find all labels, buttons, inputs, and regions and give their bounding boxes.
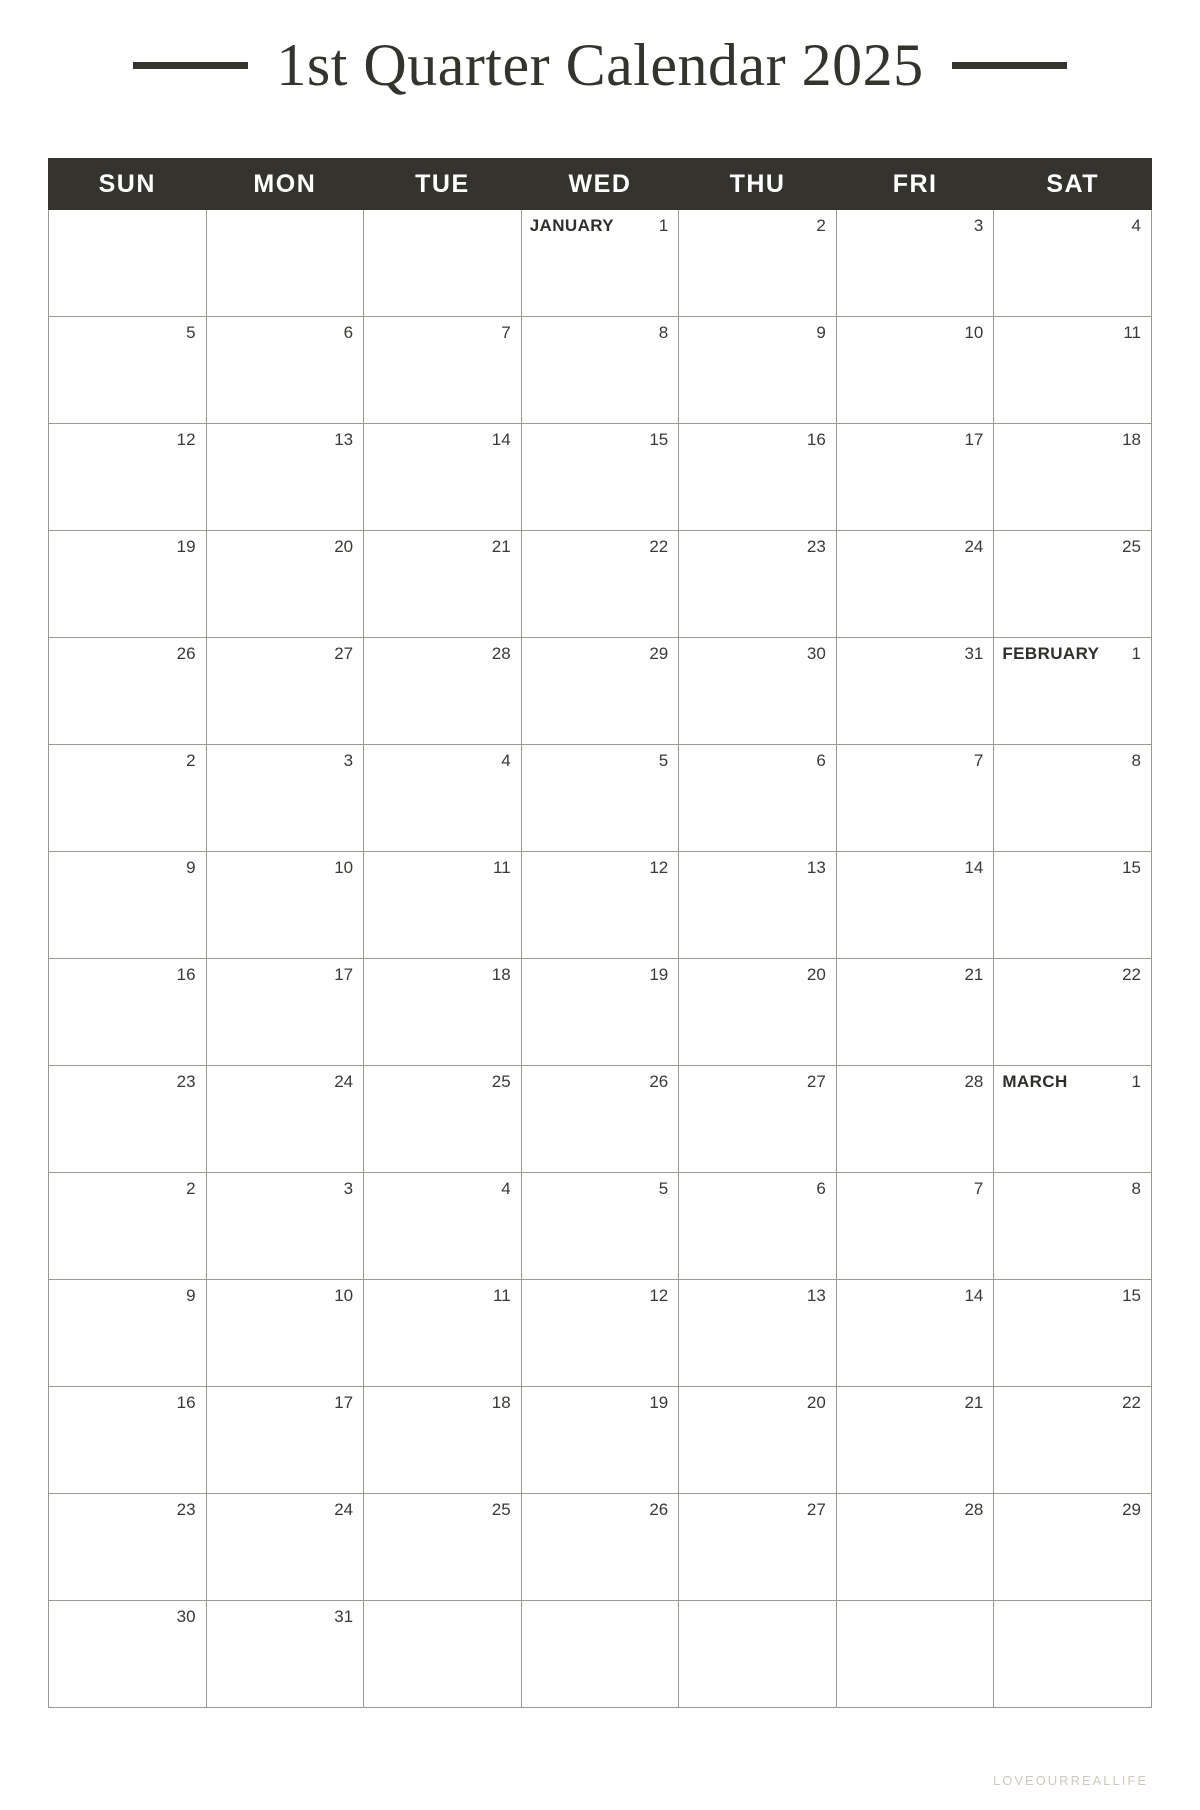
calendar-day-cell[interactable]	[994, 424, 1152, 531]
day-number: 22	[1122, 965, 1141, 984]
day-number: 4	[501, 751, 511, 770]
page-title: 1st Quarter Calendar 2025	[276, 31, 924, 98]
calendar-day-cell[interactable]	[679, 424, 837, 531]
day-number: 18	[491, 1393, 511, 1412]
calendar-day-cell[interactable]	[836, 1280, 994, 1387]
calendar-day-cell[interactable]	[206, 852, 364, 959]
calendar-day-cell[interactable]	[836, 531, 994, 638]
day-number: 14	[491, 430, 511, 449]
calendar-day-cell[interactable]	[49, 1173, 207, 1280]
calendar-day-cell[interactable]	[364, 745, 522, 852]
day-number: 24	[334, 1500, 354, 1519]
calendar-day-cell[interactable]	[364, 210, 522, 317]
weekday-header-fri: FRI	[836, 159, 994, 210]
calendar-day-cell[interactable]	[364, 1494, 522, 1601]
calendar-day-cell[interactable]	[206, 959, 364, 1066]
calendar-day-cell[interactable]	[206, 424, 364, 531]
day-number: 16	[176, 965, 196, 984]
calendar-day-cell[interactable]	[206, 638, 364, 745]
day-number: 3	[343, 1179, 354, 1198]
calendar-week-row	[49, 1387, 1152, 1494]
day-number: 15	[1122, 858, 1141, 877]
page-title-row	[0, 10, 1200, 120]
calendar-day-cell[interactable]	[521, 1173, 679, 1280]
day-number: 6	[343, 323, 354, 342]
calendar-week-row	[49, 745, 1152, 852]
day-number: 25	[1122, 537, 1141, 556]
day-number: 26	[649, 1500, 669, 1519]
calendar-day-cell[interactable]	[836, 1494, 994, 1601]
day-number: 24	[334, 1072, 354, 1091]
day-number: 5	[658, 1179, 669, 1198]
calendar-day-cell[interactable]	[49, 424, 207, 531]
weekday-header-sun: SUN	[49, 159, 207, 210]
calendar-day-cell[interactable]	[521, 852, 679, 959]
title-rule-left	[133, 62, 248, 69]
calendar-week-row	[49, 531, 1152, 638]
calendar-day-cell[interactable]	[836, 210, 994, 317]
calendar-day-cell[interactable]	[994, 1173, 1152, 1280]
calendar-week-row	[49, 317, 1152, 424]
day-number: 29	[1122, 1500, 1141, 1519]
day-number: 27	[806, 1500, 826, 1519]
calendar-day-cell[interactable]	[994, 852, 1152, 959]
calendar-day-cell[interactable]	[679, 1280, 837, 1387]
day-number: 20	[806, 1393, 826, 1412]
calendar-body	[49, 210, 1152, 1708]
day-number: 10	[964, 323, 984, 342]
day-number: 31	[964, 644, 984, 663]
day-number: 3	[973, 216, 984, 235]
calendar-week-row	[49, 1601, 1152, 1708]
day-number: 1	[658, 216, 669, 235]
day-number: 25	[491, 1072, 511, 1091]
calendar-day-cell[interactable]	[994, 210, 1152, 317]
calendar-day-cell[interactable]	[49, 638, 207, 745]
calendar-day-cell[interactable]	[521, 1387, 679, 1494]
day-number: 28	[964, 1500, 984, 1519]
calendar-day-cell[interactable]	[49, 1601, 207, 1708]
day-number: 27	[334, 644, 354, 663]
calendar-day-cell[interactable]	[521, 317, 679, 424]
day-number: 11	[493, 1286, 511, 1305]
calendar-day-cell[interactable]	[994, 638, 1152, 745]
calendar-day-cell[interactable]	[836, 852, 994, 959]
day-number: 16	[176, 1393, 196, 1412]
day-number: 13	[806, 858, 826, 877]
calendar-week-row	[49, 852, 1152, 959]
calendar-day-cell[interactable]	[836, 317, 994, 424]
day-number: 9	[186, 858, 196, 877]
calendar-day-cell[interactable]	[521, 210, 679, 317]
calendar-day-cell[interactable]	[679, 210, 837, 317]
calendar-day-cell[interactable]	[206, 1601, 364, 1708]
day-number: 30	[806, 644, 826, 663]
weekday-header-mon: MON	[206, 159, 364, 210]
calendar-day-cell[interactable]	[836, 959, 994, 1066]
day-number: 8	[1131, 1179, 1141, 1198]
day-number: 27	[806, 1072, 826, 1091]
day-number: 10	[334, 1286, 354, 1305]
day-number: 22	[1122, 1393, 1141, 1412]
watermark: LOVEOURREALLIFE	[993, 1773, 1148, 1788]
month-label: MARCH	[1002, 1072, 1068, 1091]
calendar-day-cell[interactable]	[679, 638, 837, 745]
day-number: 2	[816, 216, 826, 235]
day-number: 20	[806, 965, 826, 984]
day-number: 5	[658, 751, 669, 770]
calendar-page	[0, 10, 1200, 1810]
calendar-day-cell[interactable]	[364, 1280, 522, 1387]
day-number: 21	[964, 965, 984, 984]
day-number: 18	[1122, 430, 1141, 449]
calendar-day-cell[interactable]	[836, 1066, 994, 1173]
day-number: 10	[334, 858, 354, 877]
calendar-day-cell[interactable]	[521, 1066, 679, 1173]
calendar-day-cell[interactable]	[521, 959, 679, 1066]
day-number: 19	[649, 1393, 669, 1412]
day-number: 6	[816, 1179, 826, 1198]
calendar-week-row	[49, 210, 1152, 317]
day-number: 17	[334, 1393, 354, 1412]
calendar-day-cell[interactable]	[521, 424, 679, 531]
day-number: 28	[491, 644, 511, 663]
calendar-day-cell[interactable]	[49, 959, 207, 1066]
calendar-day-cell[interactable]	[364, 959, 522, 1066]
day-number: 16	[806, 430, 826, 449]
weekday-header-sat: SAT	[994, 159, 1152, 210]
calendar-day-cell[interactable]	[206, 317, 364, 424]
day-number: 4	[1131, 216, 1141, 235]
calendar-table	[48, 158, 1152, 1708]
calendar-week-row	[49, 1494, 1152, 1601]
calendar-day-cell[interactable]	[521, 638, 679, 745]
calendar-day-cell[interactable]	[679, 1387, 837, 1494]
day-number: 30	[176, 1607, 196, 1626]
calendar-header-row	[49, 159, 1152, 210]
day-number: 7	[973, 751, 984, 770]
day-number: 14	[964, 858, 984, 877]
calendar-day-cell[interactable]	[49, 210, 207, 317]
calendar-day-cell[interactable]	[679, 1066, 837, 1173]
calendar-day-cell[interactable]	[994, 531, 1152, 638]
day-number: 18	[491, 965, 511, 984]
calendar-week-row	[49, 1280, 1152, 1387]
calendar-day-cell[interactable]	[994, 1066, 1152, 1173]
calendar-day-cell[interactable]	[836, 1601, 994, 1708]
calendar-day-cell[interactable]	[49, 1280, 207, 1387]
calendar-day-cell[interactable]	[994, 317, 1152, 424]
calendar-day-cell[interactable]	[521, 1280, 679, 1387]
day-number: 13	[334, 430, 354, 449]
day-number: 31	[334, 1607, 354, 1626]
day-number: 26	[649, 1072, 669, 1091]
calendar-day-cell[interactable]	[521, 745, 679, 852]
weekday-header-thu: THU	[679, 159, 837, 210]
day-number: 17	[334, 965, 354, 984]
calendar-day-cell[interactable]	[364, 424, 522, 531]
calendar-day-cell[interactable]	[49, 531, 207, 638]
day-number: 12	[649, 1286, 669, 1305]
day-number: 19	[649, 965, 669, 984]
day-number: 22	[649, 537, 669, 556]
calendar-day-cell[interactable]	[679, 531, 837, 638]
calendar-day-cell[interactable]	[994, 1387, 1152, 1494]
day-number: 21	[491, 537, 511, 556]
day-number: 7	[973, 1179, 984, 1198]
calendar-day-cell[interactable]	[364, 852, 522, 959]
day-number: 19	[176, 537, 196, 556]
calendar-day-cell[interactable]	[364, 1387, 522, 1494]
calendar-day-cell[interactable]	[206, 1387, 364, 1494]
calendar-day-cell[interactable]	[679, 852, 837, 959]
calendar-day-cell[interactable]	[364, 1601, 522, 1708]
calendar-day-cell[interactable]	[836, 424, 994, 531]
calendar-day-cell[interactable]	[994, 1601, 1152, 1708]
calendar-day-cell[interactable]	[49, 1066, 207, 1173]
calendar-day-cell[interactable]	[521, 1494, 679, 1601]
calendar-week-row	[49, 959, 1152, 1066]
day-number: 4	[501, 1179, 511, 1198]
day-number: 9	[816, 323, 826, 342]
calendar-day-cell[interactable]	[49, 1387, 207, 1494]
day-number: 8	[658, 323, 669, 342]
day-number: 2	[186, 751, 196, 770]
day-number: 12	[649, 858, 669, 877]
calendar-day-cell[interactable]	[49, 1494, 207, 1601]
day-number: 29	[649, 644, 669, 663]
calendar-day-cell[interactable]	[206, 1280, 364, 1387]
day-number: 3	[343, 751, 354, 770]
calendar-day-cell[interactable]	[49, 852, 207, 959]
day-number: 11	[1123, 323, 1141, 342]
calendar-day-cell[interactable]	[49, 317, 207, 424]
calendar-day-cell[interactable]	[994, 1280, 1152, 1387]
calendar-week-row	[49, 638, 1152, 745]
calendar-day-cell[interactable]	[836, 638, 994, 745]
calendar-day-cell[interactable]	[836, 745, 994, 852]
weekday-header-wed: WED	[521, 159, 679, 210]
day-number: 26	[176, 644, 196, 663]
calendar-day-cell[interactable]	[679, 1494, 837, 1601]
day-number: 15	[1122, 1286, 1141, 1305]
calendar-day-cell[interactable]	[364, 531, 522, 638]
day-number: 5	[186, 323, 196, 342]
day-number: 23	[176, 1072, 196, 1091]
calendar-day-cell[interactable]	[836, 1387, 994, 1494]
day-number: 28	[964, 1072, 984, 1091]
calendar-day-cell[interactable]	[364, 1066, 522, 1173]
calendar-day-cell[interactable]	[679, 317, 837, 424]
calendar-day-cell[interactable]	[521, 531, 679, 638]
calendar-week-row	[49, 424, 1152, 531]
title-rule-right	[952, 62, 1067, 69]
calendar-day-cell[interactable]	[679, 745, 837, 852]
calendar-day-cell[interactable]	[679, 1173, 837, 1280]
day-number: 13	[806, 1286, 826, 1305]
calendar-day-cell[interactable]	[206, 1173, 364, 1280]
calendar-container	[48, 158, 1152, 1708]
day-number: 7	[501, 323, 511, 342]
day-number: 8	[1131, 751, 1141, 770]
calendar-day-cell[interactable]	[994, 745, 1152, 852]
day-number: 21	[964, 1393, 984, 1412]
calendar-day-cell[interactable]	[836, 1173, 994, 1280]
calendar-day-cell[interactable]	[994, 1494, 1152, 1601]
day-number: 6	[816, 751, 826, 770]
calendar-day-cell[interactable]	[49, 745, 207, 852]
calendar-day-cell[interactable]	[206, 1066, 364, 1173]
day-number: 25	[491, 1500, 511, 1519]
calendar-day-cell[interactable]	[679, 1601, 837, 1708]
calendar-week-row	[49, 1066, 1152, 1173]
day-number: 12	[176, 430, 196, 449]
day-number: 20	[334, 537, 354, 556]
day-number: 17	[964, 430, 984, 449]
calendar-day-cell[interactable]	[679, 959, 837, 1066]
calendar-day-cell[interactable]	[521, 1601, 679, 1708]
calendar-day-cell[interactable]	[364, 638, 522, 745]
day-number: 15	[649, 430, 669, 449]
day-number: 23	[806, 537, 826, 556]
calendar-day-cell[interactable]	[994, 959, 1152, 1066]
calendar-day-cell[interactable]	[206, 531, 364, 638]
weekday-header-tue: TUE	[364, 159, 522, 210]
day-number: 11	[493, 858, 511, 877]
calendar-day-cell[interactable]	[206, 745, 364, 852]
day-number: 23	[176, 1500, 196, 1519]
day-number: 24	[964, 537, 984, 556]
calendar-day-cell[interactable]	[206, 210, 364, 317]
day-number: 9	[186, 1286, 196, 1305]
day-number: 2	[186, 1179, 196, 1198]
day-number: 14	[964, 1286, 984, 1305]
calendar-week-row	[49, 1173, 1152, 1280]
calendar-day-cell[interactable]	[206, 1494, 364, 1601]
day-number: 1	[1131, 1072, 1141, 1091]
month-label: FEBRUARY	[1002, 644, 1100, 663]
calendar-day-cell[interactable]	[364, 1173, 522, 1280]
day-number: 1	[1131, 644, 1141, 663]
month-label: JANUARY	[529, 216, 615, 235]
calendar-day-cell[interactable]	[364, 317, 522, 424]
